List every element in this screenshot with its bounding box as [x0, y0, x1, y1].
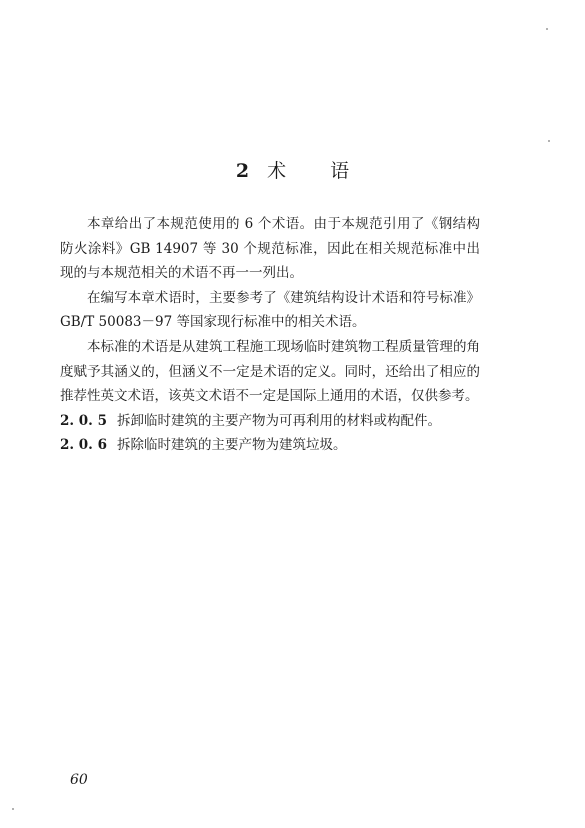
body-text	[60, 212, 480, 458]
chapter-heading	[0, 156, 585, 183]
scan-speck	[12, 808, 14, 810]
paragraph-intro: 本章给出了本规范使用的 6 个术语。由于本规范引用了《钢结构防火涂料》GB 14907 等 30 个规范标准，因此在相关规范标准中出现的与本规范相关的术语不再一一列出。	[60, 216, 480, 282]
clause-text: 拆卸临时建筑的主要产物为可再利用的材料或构配件。	[116, 412, 441, 429]
clause-number: 2. 0. 6	[60, 437, 107, 454]
clause-2-0-5	[60, 409, 480, 434]
scan-speck	[546, 28, 548, 30]
paragraph-scope: 本标准的术语是从建筑工程施工现场临时建筑物工程质量管理的角度赋予其涵义的，但涵义不一定是术语的定义。同时，还给出了相应的推荐性英文术语，该英文术语不一定是国际上通用的术语，仅供参考。	[60, 338, 480, 405]
chapter-title-char-2: 语	[330, 160, 350, 182]
scan-speck	[548, 140, 550, 142]
clause-number: 2. 0. 5	[60, 412, 107, 429]
chapter-number: 2	[235, 160, 250, 182]
clause-text: 拆除临时建筑的主要产物为建筑垃圾。	[116, 437, 347, 454]
page-number: 60	[70, 772, 88, 788]
clause-2-0-6	[60, 433, 480, 458]
paragraph-references: 在编写本章术语时，主要参考了《建筑结构设计术语和符号标准》GB/T 50083－97 等国家现行标准中的相关术语。	[60, 289, 480, 331]
chapter-title-char-1: 术	[267, 160, 287, 182]
